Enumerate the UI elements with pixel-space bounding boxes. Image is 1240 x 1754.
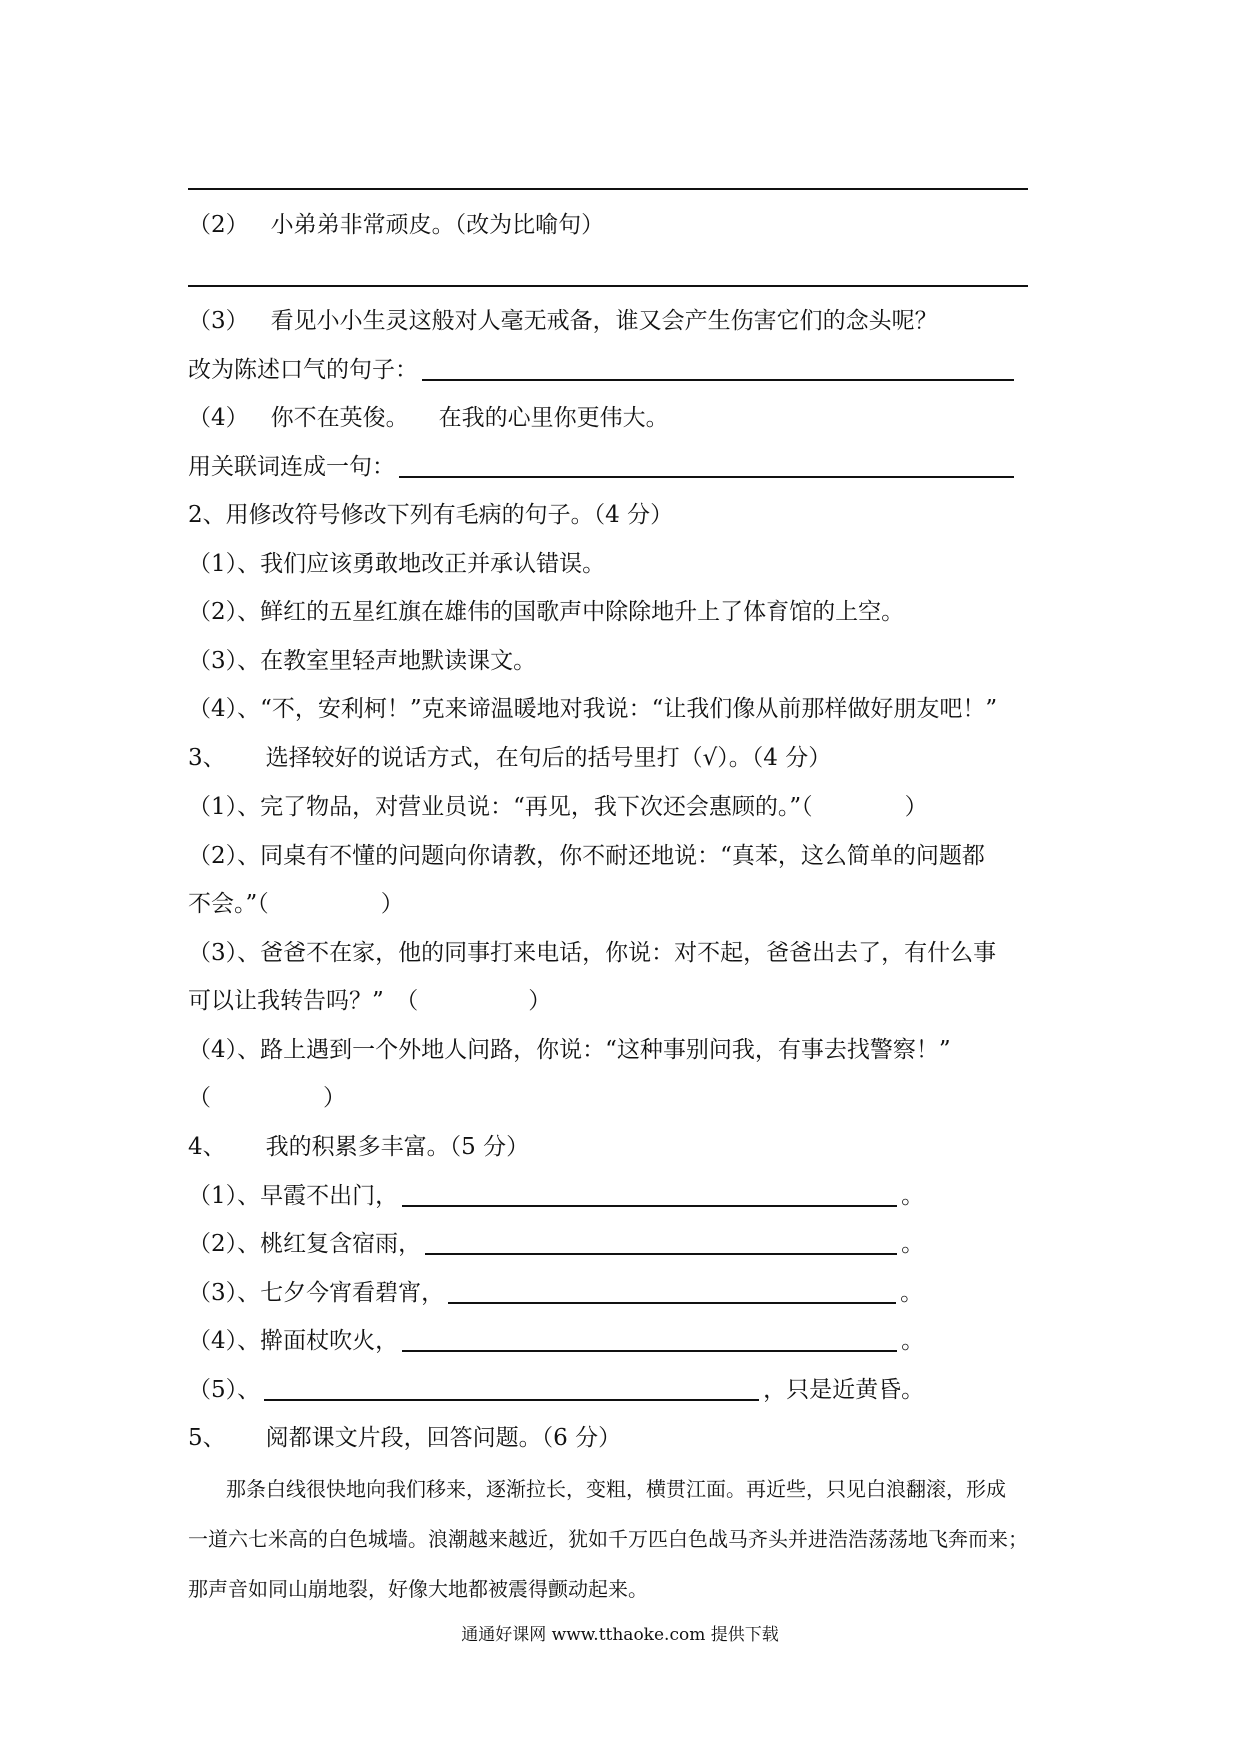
q1-s4-part2: 在我的心里你更伟大。 <box>438 405 669 431</box>
answer-line-1 <box>188 188 1028 190</box>
q4-item-5-suffix: ，只是近黄昏。 <box>763 1377 925 1403</box>
q2-item-4: （4）、“不，安利柯！”克来谛温暖地对我说：“让我们像从前那样做好朋友吧！” <box>188 696 998 722</box>
q4-item-3 <box>188 1278 923 1308</box>
q1-s3-text: 看见小小生灵这般对人毫无戒备，谁又会产生伤害它们的念头呢？ <box>270 308 938 334</box>
q5-title: 阅都课文片段，回答问题。（6 分） <box>265 1425 622 1451</box>
q1-s3-answer-blank[interactable] <box>422 357 1014 381</box>
q4-item-2-blank[interactable] <box>425 1231 897 1255</box>
q1-s4-answer-blank[interactable] <box>399 454 1014 478</box>
q4-item-4-suffix: 。 <box>901 1328 925 1354</box>
q3-item-3b <box>188 986 551 1016</box>
q1-s3-prompt: 改为陈述口气的句子： <box>188 357 418 383</box>
q3-item-3a: （3）、爸爸不在家，他的同事打来电话，你说：对不起，爸爸出去了，有什么事 <box>188 940 997 966</box>
q4-title: 我的积累多丰富。（5 分） <box>265 1134 530 1160</box>
q4-item-5-blank[interactable] <box>264 1377 759 1401</box>
q4-item-4-blank[interactable] <box>402 1328 897 1352</box>
q3-title: 选择较好的说话方式，在句后的括号里打（√）。（4 分） <box>265 745 832 771</box>
q1-s3-prompt-line <box>188 355 1018 385</box>
q3-item-2-close: ） <box>380 891 404 917</box>
q1-sentence-2 <box>188 210 604 240</box>
q3-item-4a: （4）、路上遇到一个外地人问路，你说：“这种事别问我，有事去找警察！” <box>188 1037 951 1063</box>
q3-item-4-close: ） <box>323 1085 346 1111</box>
page-footer: 通通好课网 www.tthaoke.com 提供下载 <box>461 1625 779 1645</box>
q5-passage-line-3: 那声音如同山崩地裂，好像大地都被震得颤动起来。 <box>188 1577 648 1601</box>
q3-item-2a: （2）、同桌有不懂的问题向你请教，你不耐还地说：“真苯，这么简单的问题都 <box>188 843 985 869</box>
q1-s2-number: （2） <box>188 212 249 238</box>
q2-item-1: （1）、我们应该勇敢地改正并承认错误。 <box>188 551 606 577</box>
q3-item-2-text: 不会。”（ <box>188 891 269 917</box>
q1-s3-number: （3） <box>188 308 249 334</box>
q4-item-2 <box>188 1229 924 1259</box>
q3-item-1-text: （1）、完了物品，对营业员说：“再见，我下次还会惠顾的。”（ <box>188 794 813 820</box>
q4-item-5 <box>188 1375 924 1405</box>
q3-item-1 <box>188 792 928 822</box>
q3-item-3-text: 可以让我转告吗？” （ <box>188 988 419 1014</box>
q3-title-line <box>188 743 831 773</box>
q4-item-2-suffix: 。 <box>901 1231 925 1257</box>
q5-passage-line-1: 那条白线很快地向我们移来，逐渐拉长，变粗，横贯江面。再近些，只见白浪翻滚，形成 <box>226 1477 1006 1501</box>
q3-item-4-text: （ <box>188 1085 211 1111</box>
q4-item-2-prefix: （2）、桃红复含宿雨， <box>188 1231 422 1257</box>
q1-s4-number: （4） <box>188 405 249 431</box>
q4-item-3-suffix: 。 <box>900 1280 924 1306</box>
q4-item-4 <box>188 1326 924 1356</box>
answer-line-2 <box>188 285 1028 287</box>
q4-item-1-blank[interactable] <box>402 1183 897 1207</box>
q4-item-1 <box>188 1181 924 1211</box>
q4-item-3-blank[interactable] <box>448 1280 896 1304</box>
q5-title-line <box>188 1423 621 1453</box>
q4-item-5-prefix: （5）、 <box>188 1377 261 1403</box>
q1-s4-prompt-line <box>188 452 1018 482</box>
q2-item-3: （3）、在教室里轻声地默读课文。 <box>188 648 537 674</box>
q1-s4-prompt: 用关联词连成一句： <box>188 454 395 480</box>
q1-sentence-4 <box>188 403 669 433</box>
q2-title: 2、用修改符号修改下列有毛病的句子。（4 分） <box>188 502 674 528</box>
q3-item-2b <box>188 889 404 919</box>
q3-item-1-close: ） <box>904 794 928 820</box>
q1-s4-part1: 你不在英俊。 <box>270 405 409 431</box>
q2-item-2: （2）、鲜红的五星红旗在雄伟的国歌声中除除地升上了体育馆的上空。 <box>188 599 905 625</box>
q4-item-1-prefix: （1）、早霞不出门， <box>188 1183 399 1209</box>
q4-item-4-prefix: （4）、擀面杖吹火， <box>188 1328 399 1354</box>
q3-number: 3、 <box>188 745 226 771</box>
q5-number: 5、 <box>188 1425 226 1451</box>
q5-passage-line-2: 一道六七米高的白色城墙。浪潮越来越近，犹如千万匹白色战马齐头并进浩浩荡荡地飞奔而来； <box>188 1527 1028 1551</box>
q4-number: 4、 <box>188 1134 226 1160</box>
q4-title-line <box>188 1132 529 1162</box>
q1-sentence-3 <box>188 306 938 336</box>
q1-s2-text: 小弟弟非常顽皮。（改为比喻句） <box>270 212 605 238</box>
q3-item-3-close: ） <box>528 988 552 1014</box>
q3-item-4b <box>188 1083 346 1113</box>
q4-item-3-prefix: （3）、七夕今宵看碧宵， <box>188 1280 445 1306</box>
q4-item-1-suffix: 。 <box>901 1183 925 1209</box>
